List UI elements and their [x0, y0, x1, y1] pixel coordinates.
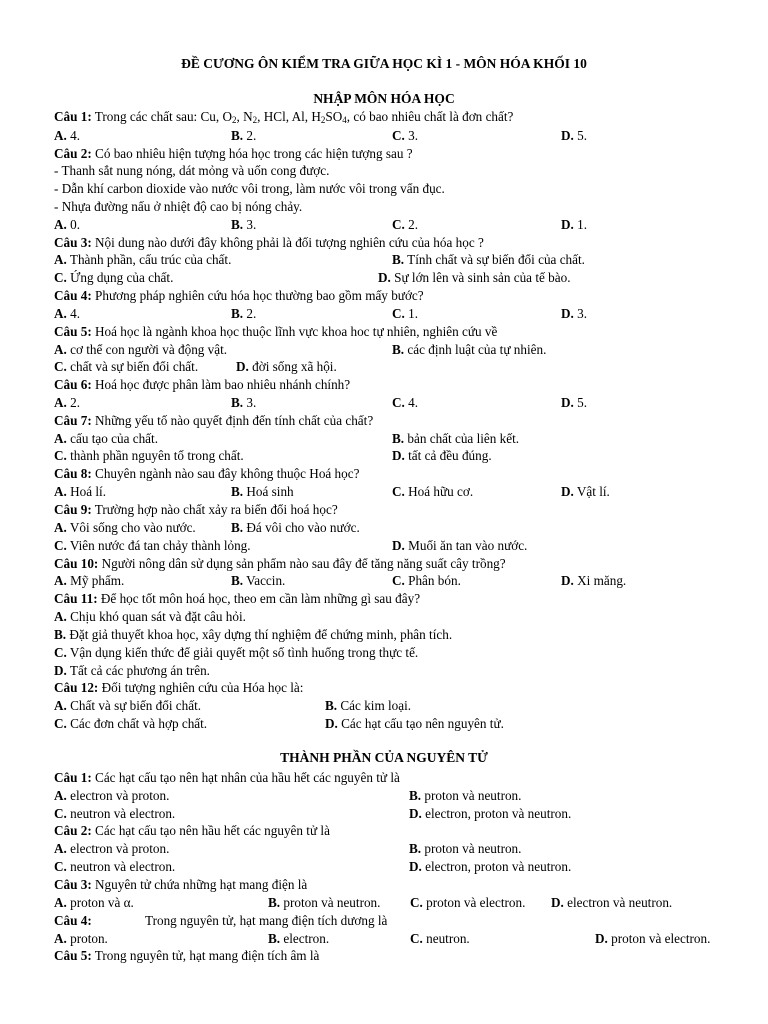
option-c: C. proton và electron.	[410, 895, 526, 910]
option-c: C. 2.	[392, 217, 419, 232]
document-title: ĐỀ CƯƠNG ÔN KIỂM TRA GIỮA HỌC KÌ 1 - MÔN HÓA KHỐI 10	[181, 56, 587, 71]
option-d: D. electron, proton và neutron.	[409, 859, 572, 874]
question-1: Câu 1: Các hạt cấu tạo nên hạt nhân của hầu hết các nguyên tử là	[54, 770, 400, 785]
question-10: Câu 10: Người nông dân sử dụng sản phẩm nào sau đây để tăng năng suất cây trồng?	[54, 556, 506, 571]
option-c: C. thành phần nguyên tố trong chất.	[54, 448, 244, 463]
option-a: A. Mỹ phẩm.	[54, 573, 125, 588]
option-d: D. 3.	[561, 306, 588, 321]
option-a: A. cơ thể con người và động vật.	[54, 342, 228, 357]
option-c: C. Viên nước đá tan chảy thành lỏng.	[54, 538, 251, 553]
option-d: D. Muối ăn tan vào nước.	[392, 538, 528, 553]
question-3: Câu 3: Nội dung nào dưới đây không phải là đối tượng nghiên cứu của hóa học ?	[54, 235, 484, 250]
option-d: D. 5.	[561, 128, 588, 143]
section-title-intro: NHẬP MÔN HÓA HỌC	[313, 91, 455, 106]
option-b: B. 2.	[231, 128, 257, 143]
option-d: D. proton và electron.	[595, 931, 711, 946]
option-b: B. proton và neutron.	[409, 841, 522, 856]
option-a: A. Chất và sự biến đổi chất.	[54, 698, 202, 713]
option-b: B. proton và neutron.	[409, 788, 522, 803]
option-a: A. electron và proton.	[54, 841, 170, 856]
question-2: Câu 2: Có bao nhiêu hiện tượng hóa học trong các hiện tượng sau ?	[54, 146, 413, 161]
question-4: Câu 4:	[54, 913, 92, 928]
option-a: A. Thành phần, cấu trúc của chất.	[54, 252, 232, 267]
option-b: B. 2.	[231, 306, 257, 321]
option-a: A. 4.	[54, 128, 81, 143]
option-a: A. proton và α.	[54, 895, 134, 910]
option-b: B. 3.	[231, 217, 257, 232]
option-a: A. 0.	[54, 217, 81, 232]
option-d: D. 5.	[561, 395, 588, 410]
option-c: C. neutron.	[410, 931, 470, 946]
question-2-item: - Dẫn khí carbon dioxide vào nước vôi trong, làm nước vôi trong vẩn đục.	[54, 181, 445, 196]
question-2-item: - Thanh sắt nung nóng, dát mỏng và uốn cong được.	[54, 163, 330, 178]
question-5: Câu 5: Trong nguyên tử, hạt mang điện tích âm là	[54, 948, 320, 963]
section-title-atom: THÀNH PHẦN CỦA NGUYÊN TỬ	[280, 750, 488, 765]
option-c: C. chất và sự biến đổi chất.	[54, 359, 199, 374]
question-8: Câu 8: Chuyên ngành nào sau đây không thuộc Hoá học?	[54, 466, 360, 481]
option-a: A. cấu tạo của chất.	[54, 431, 158, 446]
question-9: Câu 9: Trường hợp nào chất xảy ra biến đổi hoá học?	[54, 502, 338, 517]
option-c: C. 4.	[392, 395, 419, 410]
option-c: C. 1.	[392, 306, 419, 321]
option-c: C. 3.	[392, 128, 419, 143]
question-4: Câu 4: Phương pháp nghiên cứu hóa học thường bao gồm mấy bước?	[54, 288, 424, 303]
option-d: D. electron, proton và neutron.	[409, 806, 572, 821]
option-c: C. neutron và electron.	[54, 806, 176, 821]
option-b: B. proton và neutron.	[268, 895, 381, 910]
question-2: Câu 2: Các hạt cấu tạo nên hầu hết các nguyên tử là	[54, 823, 330, 838]
question-1: Câu 1: Trong các chất sau: Cu, $O_2$, $N_2$, HCl, Al, $H_2SO_4$, có bao nhiêu chất là đơn chất?	[54, 109, 514, 125]
option-a: A. Hoá lí.	[54, 484, 107, 499]
option-d: D. Sự lớn lên và sinh sản của tế bào.	[378, 270, 571, 285]
option-a: A. 2.	[54, 395, 81, 410]
question-2-item: - Nhựa đường nấu ở nhiệt độ cao bị nóng chảy.	[54, 199, 303, 214]
option-d: D. 1.	[561, 217, 588, 232]
option-a: A. Vôi sống cho vào nước.	[54, 520, 196, 535]
option-c: C. Phân bón.	[392, 573, 461, 588]
option-b: B. bản chất của liên kết.	[392, 431, 520, 446]
option-b: B. Hoá sinh	[231, 484, 294, 499]
option-b: B. 3.	[231, 395, 257, 410]
option-c: C. Các đơn chất và hợp chất.	[54, 716, 208, 731]
option-a: A. 4.	[54, 306, 81, 321]
option-d: D. Vật lí.	[561, 484, 610, 499]
option-d: D. tất cả đều đúng.	[392, 448, 492, 463]
option-b: B. Vaccin.	[231, 573, 286, 588]
option-a: A. Chịu khó quan sát và đặt câu hỏi.	[54, 609, 246, 624]
question-7: Câu 7: Những yếu tố nào quyết định đến tính chất của chất?	[54, 413, 374, 428]
question-5: Câu 5: Hoá học là ngành khoa học thuộc lĩnh vực khoa hoc tự nhiên, nghiên cứu về	[54, 324, 498, 339]
option-b: B. Tính chất và sự biến đổi của chất.	[392, 252, 585, 267]
option-d: D. electron và neutron.	[551, 895, 673, 910]
option-c: C. neutron và electron.	[54, 859, 176, 874]
option-b: B. Đặt giả thuyết khoa học, xây dựng thí nghiệm để chứng minh, phân tích.	[54, 627, 453, 642]
option-c: C. Hoá hữu cơ.	[392, 484, 474, 499]
option-d: D. Các hạt cấu tạo nên nguyên tử.	[325, 716, 504, 731]
option-b: B. electron.	[268, 931, 330, 946]
question-11: Câu 11: Để học tốt môn hoá học, theo em cần làm những gì sau đây?	[54, 591, 421, 606]
option-c: C. Ứng dụng của chất.	[54, 270, 174, 285]
question-number: Câu 1:	[54, 109, 92, 124]
question-6: Câu 6: Hoá học được phân làm bao nhiêu nhánh chính?	[54, 377, 351, 392]
option-a: A. proton.	[54, 931, 108, 946]
option-b: B. Các kim loại.	[325, 698, 412, 713]
option-d: D. đời sống xã hội.	[236, 359, 337, 374]
option-b: B. Đá vôi cho vào nước.	[231, 520, 360, 535]
question-3: Câu 3: Nguyên tử chứa những hạt mang điện là	[54, 877, 308, 892]
option-a: A. electron và proton.	[54, 788, 170, 803]
option-d: D. Xi măng.	[561, 573, 627, 588]
question-4-text: Trong nguyên tử, hạt mang điện tích dương là	[145, 913, 388, 928]
option-c: C. Vận dụng kiến thức để giải quyết một số tình huống trong thực tế.	[54, 645, 419, 660]
option-d: D. Tất cả các phương án trên.	[54, 663, 210, 678]
option-b: B. các định luật của tự nhiên.	[392, 342, 547, 357]
question-12: Câu 12: Đối tượng nghiên cứu của Hóa học là:	[54, 680, 304, 695]
